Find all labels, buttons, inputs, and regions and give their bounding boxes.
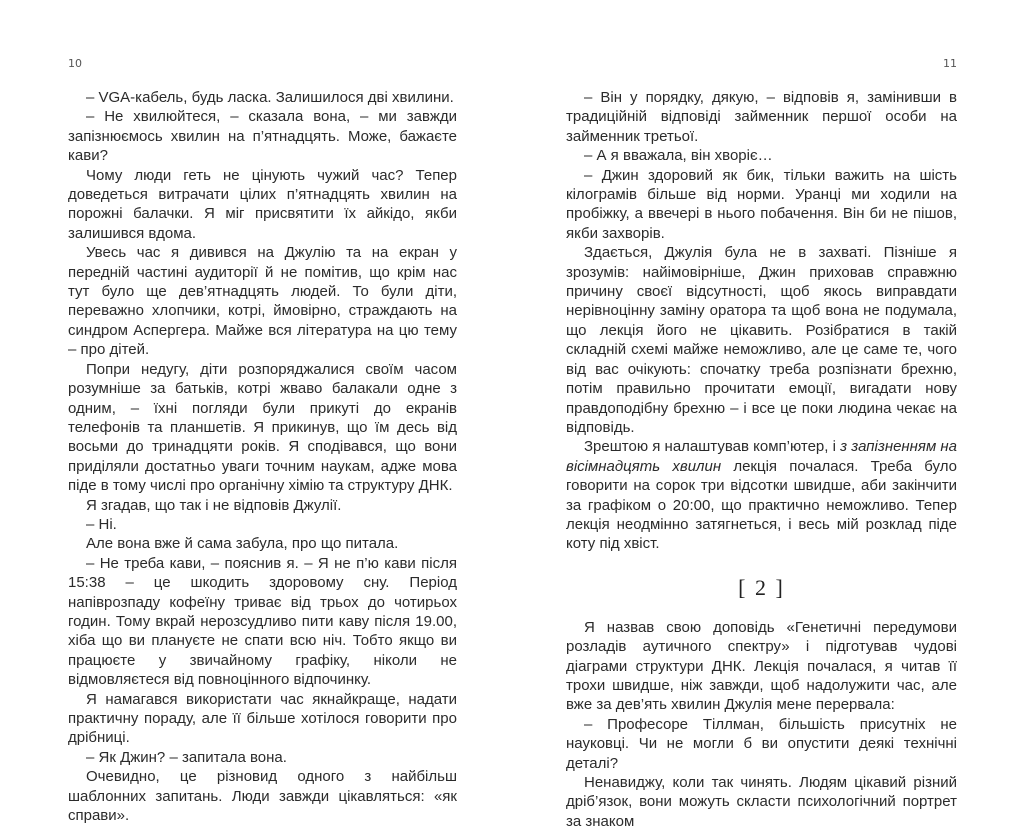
text-run: Зрештою я налаштував комп’ютер, і — [584, 438, 841, 456]
paragraph: – Не хвилюйтеся, – сказала вона, – ми завжди запізнюємось хвилин на п’ятнадцять. Може, бажаєте кави? — [68, 108, 457, 165]
paragraph: – Професоре Тіллман, більшість присутніх не науковці. Чи не могли б ви опустити деякі технічні деталі? — [566, 715, 957, 772]
paragraph: Я назвав свою доповідь «Генетичні передумови розладів аутичного спектру» і підготував чудові діаграми структури ДНК. Лекція почалася, я читав її трохи швидше, ніж завжди, щоб надолужити час, але вже за дев’ять хвилин Джулія мене перервала: — [566, 618, 957, 714]
paragraph: Але вона вже й сама забула, про що питала. — [86, 535, 399, 553]
paragraph: – Джин здоровий як бик, тільки важить на шість кілограмів більше від норми. Уранці ми ходили на пробіжку, а ввечері в нього побачення. Він би не пішов, якби захворів. — [566, 166, 957, 242]
paragraph: Чому люди геть не цінують чужий час? Тепер доведеться витрачати цілих п’ятнадцять хвилин на порожні балачки. Я міг присвятити їх айкідо, якби залишився вдома. — [68, 166, 457, 242]
paragraph: Я намагався використати час якнайкраще, надати практичну пораду, але її більше хотілося говорити про дрібниці. — [68, 690, 457, 747]
right-page — [566, 0, 958, 830]
right-page-text — [566, 88, 957, 831]
paragraph: Я згадав, що так і не відповів Джулії. — [86, 496, 342, 514]
paragraph: – Як Джин? – запитала вона. — [86, 748, 287, 766]
paragraph: – Він у порядку, дякую, – відповів я, замінивши в традиційній відповіді займенник першої особи на займенник третьої. — [566, 89, 957, 145]
paragraph: Ненавиджу, коли так чинять. Людям цікавий різний дріб’язок, вони можуть скласти психологічний портрет за знаком — [566, 774, 957, 830]
left-page-text — [68, 88, 457, 825]
paragraph: – VGA-кабель, будь ласка. Залишилося дві хвилини. — [86, 89, 454, 106]
paragraph: – А я вважала, він хворіє… — [584, 147, 773, 165]
left-page — [68, 0, 457, 825]
paragraph: Увесь час я дивився на Джулію та на екран у передній частині аудиторії й не помітив, що крім нас тут було ще дев’ятнадцять людей. То були діти, переважно хлопчики, котрі, ймовірно, страждають на синдром Аспергера. Майже вся література на цю тему – про дітей. — [68, 244, 457, 359]
page-number: 10 — [68, 57, 82, 70]
text-run: лекція почалася. Треба було говорити на сорок три відсотки швидше, аби закінчити за графіком о 20:00, що практично неможливо. Тепер лекція неодмінно затягнеться, і весь мій розклад піде коту під хвіст. — [566, 457, 957, 553]
paragraph-with-emphasis — [566, 437, 957, 553]
paragraph: – Ні. — [86, 515, 117, 533]
paragraph: Попри недугу, діти розпоряджалися своїм часом розумніше за батьків, котрі жваво балакали одне з одним, – їхні погляди були прикуті до екранів телефонів та планшетів. Я прикинув, що їм десь від восьми до тринадцяти років. Я сподівався, що вони приділяли достатньо уваги точним наукам, адже мова піде в тому числі про органічну хімію та структуру ДНК. — [68, 360, 457, 495]
italic-phrase: з запізненням на вісімнадцять хвилин — [566, 438, 958, 475]
paragraph: Здається, Джулія була не в захваті. Пізніше я зрозумів: найімовірніше, Джин приховав справжню причину своєї відсутності, щоб якось виправдати нерівноцінну заміну оратора та щоб вона не подумала, що лекція його не цікавить. Розібратися в такій складній схемі майже неможливо, але це саме те, чого від вас очікують: спочатку треба розпізнати брехню, потім правильно прочитати емоції, вигадати нову правдоподібну брехню – і все це поки людина чекає на відповідь. — [566, 244, 957, 436]
paragraph: – Не треба кави, – пояснив я. – Я не п’ю кави після 15:38 – це шкодить здоровому сну. Період напіврозпаду кофеїну триває від трьох до чотирьох годин. Тому вкрай нерозсудливо пити каву після 19.00, хіба що ви плануєте не спати всю ніч. Тобто якщо ви працюєте у звичайному графіку, ніколи не відмовляєтеся від повноцінного відпочинку. — [68, 554, 457, 689]
paragraph: Очевидно, це різновид одного з найбільш шаблонних запитань. Люди завжди цікавляться: «як справи». — [68, 768, 457, 825]
page-number: 11 — [943, 57, 957, 70]
chapter-section-marker: [ 2 ] — [738, 574, 785, 600]
